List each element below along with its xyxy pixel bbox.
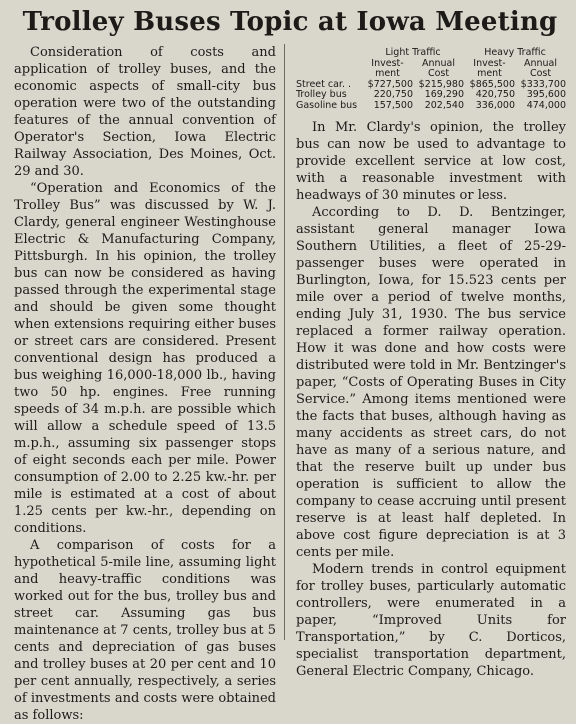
- table-cell: 336,000: [475, 99, 515, 111]
- table-column-header: [296, 59, 566, 80]
- table-cell: $865,500: [469, 78, 515, 90]
- table-cell: $727,500: [367, 78, 413, 90]
- table-row: [296, 101, 566, 112]
- row-label: Gasoline bus: [296, 99, 358, 111]
- col-heavy-annual-cost: Annual Cost: [523, 57, 558, 79]
- table-cell: 395,600: [526, 89, 566, 100]
- paragraph-dorticos: Modern trends in control equipment for trolley buses, particularly automatic controllers, were enumerated in a paper, “Improved Units for Transportation,” by C. Dorticos, specialist transportation department, General Electric Company, Chicago.: [296, 562, 566, 679]
- paragraph-clardy-opinion: In Mr. Clardy's opinion, the trolley bus can now be used to advantage to provide excellent service at low cost, with a reasonable investment with headways of 30 minutes or less.: [296, 120, 566, 203]
- row-label: Trolley bus: [296, 89, 347, 100]
- table-cell: 420,750: [475, 89, 515, 100]
- table-cell: 157,500: [373, 99, 413, 111]
- col-light-investment: Invest- ment: [371, 57, 404, 79]
- article-columns: [14, 44, 566, 724]
- paragraph-clardy: “Operation and Economics of the Trolley Bus” was discussed by W. J. Clardy, general engineer Westinghouse Electric & Manufacturing Company, Pittsburgh. In his opinion, the trolley bus can now be considered as having passed through the experimental stage and should be given some thought when extensions requiring either buses or street cars are considered. Present conventional design has produced a bus weighing 16,000-18,000 lb., having two 50 hp. engines. Free running speeds of 34 m.p.h. are possible which will allow a schedule speed of 13.5 m.p.h., assuming six passenger stops of eight seconds each per mile. Power consumption of 2.00 to 2.25 kw.-hr. per mile is estimated at a cost of about 1.25 cents per kw.-hr., depending on conditions.: [14, 181, 276, 536]
- paragraph-bentzinger: According to D. D. Bentzinger, assistant general manager Iowa Southern Utilities, a fleet of 25-29-passenger buses were operated in Burlington, Iowa, for 15.523 cents per mile over a period of twelve months, ending July 31, 1930. The bus service replaced a former railway operation. How it was done and how costs were distributed were told in Mr. Bentzinger's paper, “Costs of Operating Buses in City Service.” Among items mentioned were the facts that buses, although having as many accidents as street cars, do not have as many of a serious nature, and that the reserve built up under bus operation is sufficient to allow the company to cease accruing until present reserve is at least half depleted. In above cost figure depreciation is at 3 cents per mile.: [296, 205, 566, 560]
- table-cell: 220,750: [373, 89, 413, 100]
- group-light-traffic: Light Traffic: [385, 47, 441, 58]
- paragraph-intro: Consideration of costs and application of trolley buses, and the economic aspects of small-city bus operation were two of the outstanding features of the annual convention of Operator's Section, Iowa Electric Railway Association, Des Moines, Oct. 29 and 30.: [14, 45, 276, 179]
- row-label: Street car. .: [296, 78, 352, 90]
- cost-table: [296, 48, 566, 111]
- table-cell: 169,290: [424, 89, 464, 100]
- col-light-annual-cost: Annual Cost: [421, 57, 456, 79]
- table-cell: 202,540: [424, 99, 464, 111]
- paragraph-cost-comparison: A comparison of costs for a hypothetical 5-mile line, assuming light and heavy-traffic conditions was worked out for the bus, trolley bus and street car. Assuming gas bus maintenance at 7 cents, trolley bus at 5 cents and depreciation of gas buses and trolley buses at 20 per cent and 10 per cent annually, respectively, a series of investments and costs were obtained as follows:: [14, 538, 276, 723]
- table-row: [296, 90, 566, 101]
- table-cell: 474,000: [526, 99, 566, 111]
- table-cell: $333,700: [520, 78, 566, 90]
- right-column: [296, 44, 566, 724]
- column-rule: [284, 44, 285, 640]
- article-title: Trolley Buses Topic at Iowa Meeting: [22, 7, 558, 37]
- table-group-header: [296, 48, 566, 59]
- left-column: [14, 44, 276, 724]
- col-heavy-investment: Invest- ment: [473, 57, 506, 79]
- group-heavy-traffic: Heavy Traffic: [484, 47, 546, 58]
- table-cell: $215,980: [418, 78, 464, 90]
